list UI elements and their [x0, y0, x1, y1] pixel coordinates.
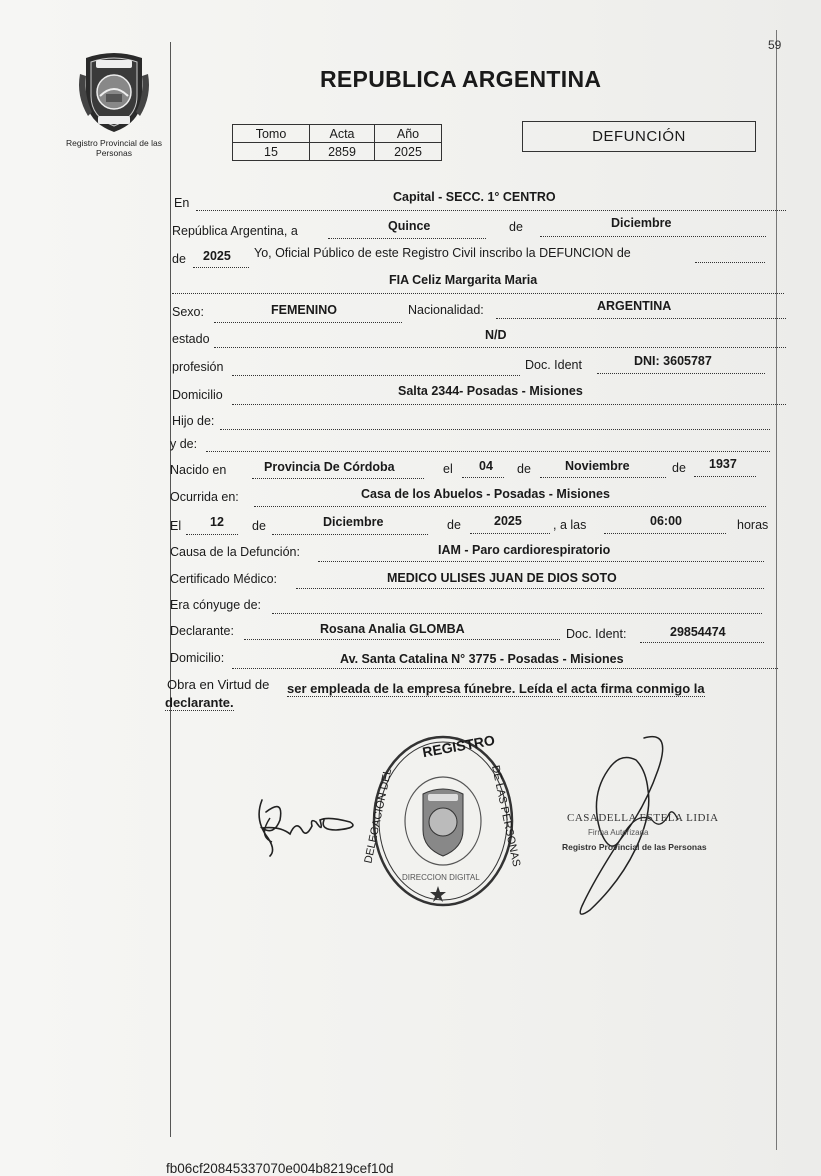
sexo-value: FEMENINO	[271, 303, 337, 317]
obra-value: ser empleada de la empresa fúnebre. Leída el acta firma conmigo la	[287, 681, 705, 696]
ocurrida-dotted-line	[254, 506, 766, 507]
doc-label-2: Doc. Ident:	[566, 627, 627, 641]
official-dotted-line	[695, 262, 765, 263]
estado-dotted-line	[214, 347, 786, 348]
el-label-2: El	[170, 519, 182, 533]
province-seal-icon	[76, 52, 152, 134]
agency-name: Registro Provincial de las Personas	[66, 138, 162, 158]
el-label: el	[443, 462, 453, 476]
en-label: En	[174, 196, 190, 210]
declarante-doc: 29854474	[670, 625, 726, 639]
sexo-label: Sexo:	[172, 305, 204, 319]
declarante-dotted-line	[244, 639, 560, 640]
name-dotted-line	[172, 293, 784, 294]
birth-year-dotted-line	[694, 476, 756, 477]
a-las-label: , a las	[553, 518, 587, 532]
domicilio-declarante-dotted-line	[232, 668, 778, 669]
certificado-dotted-line	[296, 588, 764, 589]
birth-day: 04	[479, 459, 493, 473]
causa-value: IAM - Paro cardiorespiratorio	[438, 543, 611, 557]
en-value: Capital - SECC. 1° CENTRO	[393, 190, 556, 204]
tomo-value: 15	[233, 143, 310, 161]
death-month: Diciembre	[323, 515, 384, 529]
ocurrida-value: Casa de los Abuelos - Posadas - Misiones	[361, 487, 610, 501]
stamp-top-text: REGISTRO	[421, 731, 496, 761]
nacido-label: Nacido en	[170, 463, 227, 477]
day-word: Quince	[388, 219, 431, 233]
en-dotted-line	[196, 210, 786, 211]
nacionalidad-value: ARGENTINA	[597, 299, 672, 313]
birth-month: Noviembre	[565, 459, 630, 473]
death-day-dotted-line	[186, 534, 238, 535]
horas-label: horas	[737, 518, 769, 532]
death-time-dotted-line	[604, 533, 726, 534]
conyuge-label: Era cónyuge de:	[170, 598, 262, 612]
estado-value: N/D	[485, 328, 507, 342]
registrar-org: Registro Provincial de las Personas	[562, 842, 707, 852]
official-text: Yo, Oficial Público de este Registro Civil inscribo la DEFUNCION de	[254, 246, 631, 260]
month-dotted-line	[540, 236, 766, 237]
doc-value: DNI: 3605787	[634, 354, 712, 368]
nacido-dotted-line	[252, 478, 424, 479]
death-year: 2025	[494, 514, 522, 528]
acta-value: 2859	[310, 143, 375, 161]
hijo-label: Hijo de:	[172, 414, 215, 428]
domicilio-declarante: Av. Santa Catalina N° 3775 - Posadas - Misiones	[340, 652, 624, 666]
year-dotted-line	[193, 267, 249, 268]
certificado-label: Certificado Médico:	[170, 572, 277, 586]
acta-header: Acta	[310, 125, 375, 143]
day-dotted-line	[328, 238, 486, 239]
conyuge-dotted-line	[272, 613, 762, 614]
declarant-signature-icon	[250, 790, 368, 860]
hijo-dotted-line	[220, 429, 770, 430]
de-label-4: de	[252, 519, 266, 533]
anio-header: Año	[375, 125, 442, 143]
de-label-5: de	[447, 518, 461, 532]
estado-label: estado	[172, 332, 210, 346]
y-de-label: y de:	[170, 437, 198, 451]
birth-year: 1937	[709, 457, 737, 471]
registrar-name: CASADELLA ESTELA LIDIA	[567, 812, 719, 824]
document-hash: fb06cf20845337070e004b8219cef10d	[166, 1161, 394, 1176]
page-number: 59	[768, 38, 782, 52]
domicilio-label-2: Domicilio:	[170, 651, 225, 665]
de-label-2: de	[517, 462, 531, 476]
obra-value-2: declarante.	[165, 695, 234, 710]
declarante-label: Declarante:	[170, 624, 234, 638]
doc-label: Doc. Ident	[525, 358, 582, 372]
profesion-dotted-line	[232, 375, 520, 376]
profesion-label: profesión	[172, 360, 224, 374]
y-de-dotted-line	[206, 451, 770, 452]
de-label-3: de	[672, 461, 686, 475]
obra-label: Obra en Virtud de	[167, 677, 270, 692]
stamp-left-text: DELEGACIÓN DEL	[362, 767, 395, 865]
domicilio-label: Domicilio	[172, 388, 223, 402]
registrar-role: Firma Autorizada	[588, 828, 649, 837]
year-value: 2025	[203, 249, 231, 263]
month-word: Diciembre	[611, 216, 672, 230]
registrar-signature-icon	[560, 730, 700, 920]
deceased-name: FIA Celiz Margarita Maria	[389, 273, 538, 287]
nacionalidad-dotted-line	[496, 318, 786, 319]
anio-value: 2025	[375, 143, 442, 161]
nacido-value: Provincia De Córdoba	[264, 460, 395, 474]
causa-label: Causa de la Defunción:	[170, 545, 300, 559]
death-month-dotted-line	[272, 534, 428, 535]
domicilio-value: Salta 2344- Posadas - Misiones	[398, 384, 583, 398]
document-title: REPUBLICA ARGENTINA	[320, 66, 602, 92]
stamp-right-text: DE LAS PERSONAS	[489, 764, 523, 868]
ocurrida-label: Ocurrida en:	[170, 490, 239, 504]
certificate-type: DEFUNCIÓN	[522, 121, 756, 152]
sexo-dotted-line	[214, 322, 402, 323]
de-label-1: de	[509, 220, 523, 234]
year-prefix-label: de	[172, 252, 186, 266]
domicilio-dotted-line	[232, 404, 786, 405]
declarante-doc-dotted-line	[640, 642, 764, 643]
left-margin-line	[170, 42, 171, 1137]
republica-label: República Argentina, a	[172, 224, 298, 238]
death-day: 12	[210, 515, 224, 529]
certificado-value: MEDICO ULISES JUAN DE DIOS SOTO	[387, 571, 617, 585]
doc-dotted-line	[597, 373, 765, 374]
causa-dotted-line	[318, 561, 764, 562]
registry-table	[232, 124, 442, 161]
registry-stamp-icon	[368, 732, 518, 910]
nacionalidad-label: Nacionalidad:	[408, 303, 484, 317]
death-year-dotted-line	[470, 533, 550, 534]
tomo-header: Tomo	[233, 125, 310, 143]
stamp-bottom-text: DIRECCION DIGITAL	[402, 873, 480, 882]
right-margin-line	[776, 30, 777, 1150]
declarante-value: Rosana Analia GLOMBA	[320, 622, 465, 636]
death-time: 06:00	[650, 514, 682, 528]
birth-month-dotted-line	[540, 477, 666, 478]
birth-day-dotted-line	[462, 477, 504, 478]
